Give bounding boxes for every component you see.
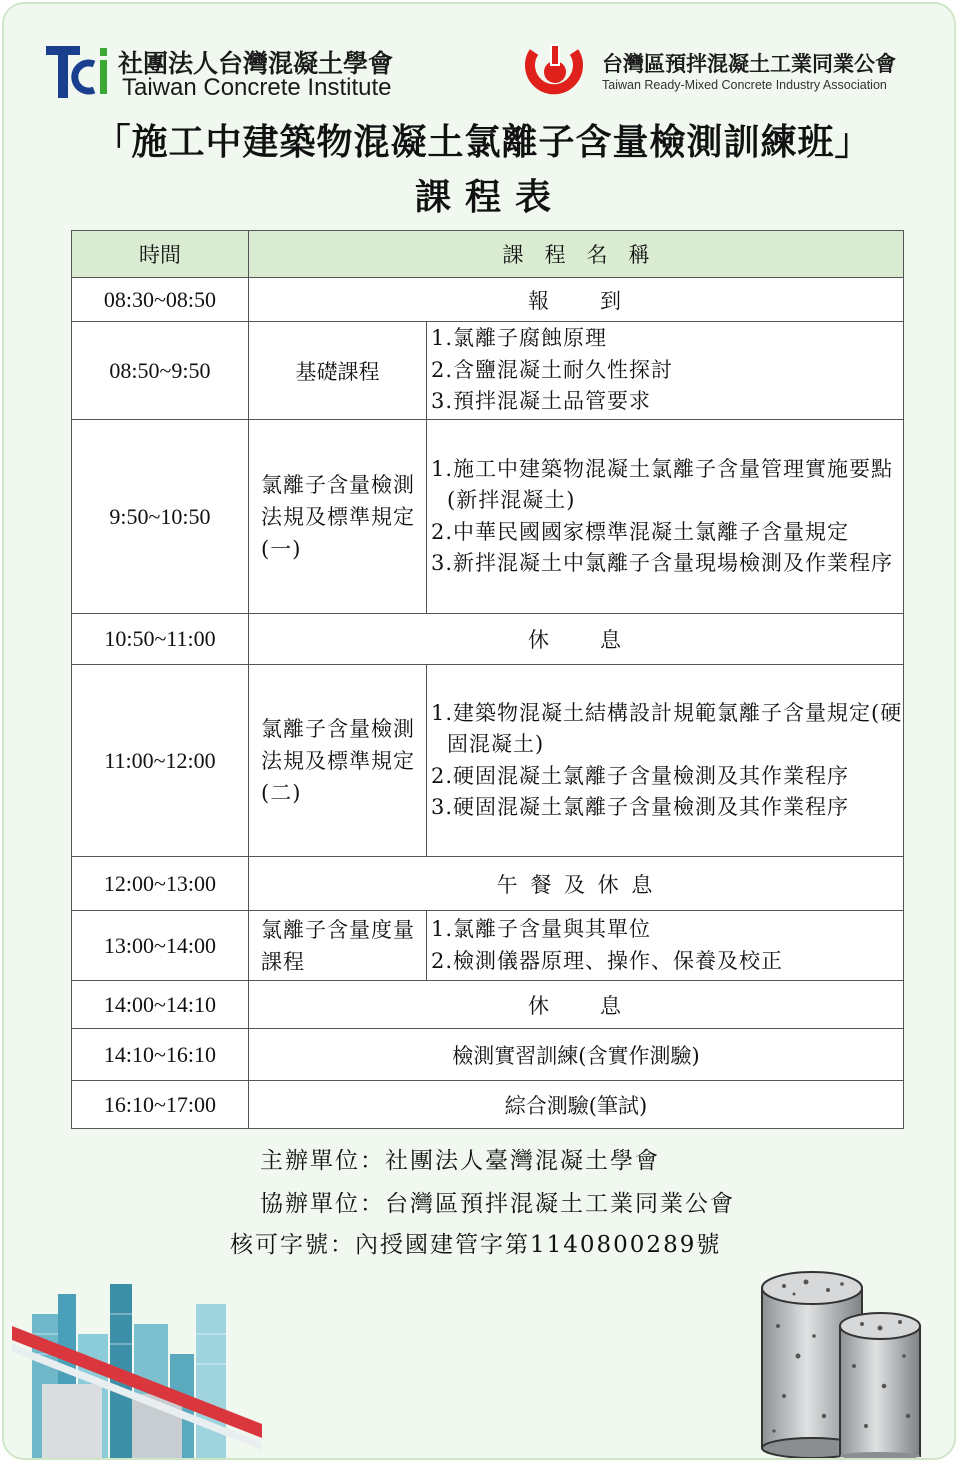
table-row xyxy=(72,911,904,981)
approval-number-line: 核可字號：內授國建管字第1140800289號 xyxy=(230,1232,722,1258)
row-label: 午 餐 及 休 息 xyxy=(249,857,904,911)
row-time: 9:50~10:50 xyxy=(72,420,249,614)
table-row xyxy=(72,322,904,420)
row-time: 12:00~13:00 xyxy=(72,857,249,911)
row-category: 基礎課程 xyxy=(249,322,427,420)
page-subtitle: 課程表 xyxy=(414,176,565,218)
table-header-row xyxy=(72,231,904,278)
schedule-table xyxy=(71,230,904,1129)
list-item: 1.氯離子腐蝕原理 xyxy=(431,326,608,351)
row-time: 16:10~17:00 xyxy=(72,1081,249,1129)
row-topics xyxy=(427,665,904,857)
row-topics xyxy=(427,322,904,420)
row-label: 休 息 xyxy=(249,981,904,1029)
co-organizer-line: 協辦單位：台灣區預拌混凝土工業同業公會 xyxy=(260,1191,735,1217)
association-name-zh: 台灣區預拌混凝土工業同業公會 xyxy=(602,52,896,76)
association-name-en: Taiwan Ready-Mixed Concrete Industry Association xyxy=(602,78,887,92)
row-time: 14:00~14:10 xyxy=(72,981,249,1029)
list-item: 1.施工中建築物混凝土氯離子含量管理實施要點(新拌混凝土) xyxy=(431,456,894,512)
row-time: 08:50~9:50 xyxy=(72,322,249,420)
tci-name-en: Taiwan Concrete Institute xyxy=(122,74,392,101)
concrete-cylinders-icon xyxy=(754,1266,944,1460)
list-item: 2.硬固混凝土氯離子含量檢測及其作業程序 xyxy=(431,763,850,788)
table-row xyxy=(72,420,904,614)
row-category: 氯離子含量度量課程 xyxy=(249,911,427,981)
list-item: 3.預拌混凝土品管要求 xyxy=(431,389,652,414)
list-item: 1.氯離子含量與其單位 xyxy=(431,917,652,941)
header-time: 時間 xyxy=(72,231,249,278)
row-label: 綜合測驗(筆試) xyxy=(249,1081,904,1129)
row-time: 11:00~12:00 xyxy=(72,665,249,857)
row-label: 休 息 xyxy=(249,614,904,665)
association-logo-mark-icon xyxy=(522,44,588,98)
row-category: 氯離子含量檢測法規及標準規定(二) xyxy=(249,665,427,857)
table-row xyxy=(72,278,904,322)
row-category: 氯離子含量檢測法規及標準規定(一) xyxy=(249,420,427,614)
row-time: 10:50~11:00 xyxy=(72,614,249,665)
header-course: 課 程 名 稱 xyxy=(249,231,904,278)
list-item: 2.中華民國國家標準混凝土氯離子含量規定 xyxy=(431,519,850,544)
table-row xyxy=(72,981,904,1029)
table-row xyxy=(72,1029,904,1081)
page-title: 「施工中建築物混凝土氯離子含量檢測訓練班」 xyxy=(94,121,872,163)
row-label: 報 到 xyxy=(249,278,904,322)
row-topics xyxy=(427,420,904,614)
list-item: 3.新拌混凝土中氯離子含量現場檢測及作業程序 xyxy=(431,551,894,575)
list-item: 2.含鹽混凝土耐久性探討 xyxy=(431,357,674,382)
row-label: 檢測實習訓練(含實作測驗) xyxy=(249,1029,904,1081)
tci-logo-mark-icon xyxy=(44,42,116,102)
row-topics xyxy=(427,911,904,981)
tci-name-zh: 社團法人台灣混凝土學會 xyxy=(118,49,394,78)
page-frame xyxy=(2,2,956,1460)
row-time: 13:00~14:00 xyxy=(72,911,249,981)
city-skyline-icon xyxy=(12,1274,262,1459)
list-item: 2.檢測儀器原理、操作、保養及校正 xyxy=(431,948,784,973)
table-row xyxy=(72,857,904,911)
row-time: 14:10~16:10 xyxy=(72,1029,249,1081)
list-item: 3.硬固混凝土氯離子含量檢測及其作業程序 xyxy=(431,795,850,819)
table-row xyxy=(72,614,904,665)
organizer-line: 主辦單位：社團法人臺灣混凝土學會 xyxy=(260,1148,660,1174)
table-row xyxy=(72,1081,904,1129)
table-row xyxy=(72,665,904,857)
row-time: 08:30~08:50 xyxy=(72,278,249,322)
list-item: 1.建築物混凝土結構設計規範氯離子含量規定(硬固混凝土) xyxy=(431,700,903,756)
